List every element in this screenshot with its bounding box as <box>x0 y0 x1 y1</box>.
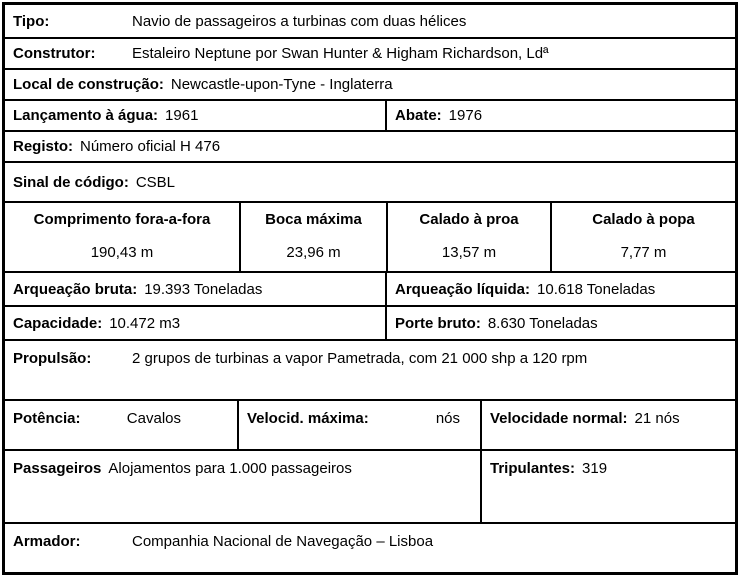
cell-calado-proa <box>386 203 550 271</box>
cell-calado-popa <box>550 203 735 271</box>
arqueacao-bruta-label: Arqueação bruta: <box>13 280 138 298</box>
cell-comprimento <box>5 203 239 271</box>
row-local-construcao <box>5 68 735 99</box>
boca-maxima-value: 23,96 m <box>286 244 341 261</box>
sinal-codigo-label: Sinal de código: <box>13 173 129 191</box>
calado-popa-value: 7,77 m <box>620 244 667 261</box>
row-construtor <box>5 37 735 68</box>
passageiros-value: Alojamentos para 1.000 passageiros <box>108 460 352 477</box>
velocidade-maxima-value: nós <box>435 410 460 427</box>
local-construcao-label: Local de construção: <box>13 76 164 93</box>
row-arqueacao <box>5 271 735 305</box>
arqueacao-bruta-value: 19.393 Toneladas <box>144 280 263 298</box>
row-capacidade-porte <box>5 305 735 339</box>
potencia-label: Potência: <box>13 410 81 427</box>
velocidade-normal-label: Velocidade normal: <box>490 410 628 427</box>
cell-lancamento <box>5 101 385 130</box>
calado-proa-value: 13,57 m <box>441 244 497 261</box>
cell-registo <box>5 132 735 161</box>
tripulantes-value: 319 <box>582 460 608 477</box>
cell-propulsao <box>5 341 735 399</box>
calado-proa-header: Calado à proa <box>419 211 519 228</box>
cell-sinal-codigo <box>5 163 735 201</box>
cell-abate <box>385 101 735 130</box>
ship-spec-table <box>2 2 738 575</box>
cell-tipo <box>5 5 735 37</box>
abate-value: 1976 <box>448 107 483 124</box>
cell-local-construcao <box>5 70 735 99</box>
row-tipo <box>5 5 735 37</box>
propulsao-value: 2 grupos de turbinas a vapor Pametrada, com 21 000 shp a 120 rpm <box>132 350 588 367</box>
row-velocidades <box>5 399 735 449</box>
cell-passageiros <box>5 451 480 522</box>
porte-bruto-label: Porte bruto: <box>395 314 481 332</box>
boca-maxima-header: Boca máxima <box>265 211 362 228</box>
cell-porte-bruto <box>385 307 735 339</box>
velocidade-maxima-label: Velocid. máxima: <box>247 410 369 427</box>
abate-label: Abate: <box>395 107 442 124</box>
velocidade-normal-value: 21 nós <box>634 410 680 427</box>
row-armador <box>5 522 735 572</box>
lancamento-label: Lançamento à água: <box>13 107 159 124</box>
cell-construtor <box>5 39 735 68</box>
row-lancamento-abate <box>5 99 735 130</box>
armador-label: Armador: <box>13 533 81 550</box>
row-passageiros-tripulantes <box>5 449 735 522</box>
tipo-value: Navio de passageiros a turbinas com duas hélices <box>132 12 467 30</box>
cell-velocidade-maxima <box>237 401 480 449</box>
arqueacao-liquida-label: Arqueação líquida: <box>395 280 531 298</box>
tripulantes-label: Tripulantes: <box>490 460 576 477</box>
cell-velocidade-normal <box>480 401 735 449</box>
lancamento-value: 1961 <box>165 107 199 124</box>
row-sinal-codigo <box>5 161 735 201</box>
row-propulsao <box>5 339 735 399</box>
calado-popa-header: Calado à popa <box>592 211 695 228</box>
cell-tripulantes <box>480 451 735 522</box>
cell-potencia <box>5 401 237 449</box>
cell-arqueacao-liquida <box>385 273 735 305</box>
construtor-value: Estaleiro Neptune por Swan Hunter & Higham Richardson, Ldª <box>132 45 549 62</box>
row-registo <box>5 130 735 161</box>
porte-bruto-value: 8.630 Toneladas <box>487 314 598 332</box>
cell-capacidade <box>5 307 385 339</box>
row-dimensoes <box>5 201 735 271</box>
construtor-label: Construtor: <box>13 45 96 62</box>
capacidade-label: Capacidade: <box>13 314 103 332</box>
potencia-value: Cavalos <box>126 410 181 427</box>
cell-arqueacao-bruta <box>5 273 385 305</box>
comprimento-value: 190,43 m <box>90 244 154 261</box>
comprimento-header: Comprimento fora-a-fora <box>33 211 211 228</box>
registo-label: Registo: <box>13 138 73 155</box>
passageiros-label: Passageiros <box>13 460 102 477</box>
local-construcao-value: Newcastle-upon-Tyne - Inglaterra <box>170 76 393 93</box>
propulsao-label: Propulsão: <box>13 350 92 367</box>
arqueacao-liquida-value: 10.618 Toneladas <box>537 280 656 298</box>
capacidade-value: 10.472 m3 <box>109 314 181 332</box>
registo-value: Número oficial H 476 <box>80 138 221 155</box>
tipo-label: Tipo: <box>13 12 50 30</box>
sinal-codigo-value: CSBL <box>135 173 176 191</box>
armador-value: Companhia Nacional de Navegação – Lisboa <box>132 533 434 550</box>
cell-boca-maxima <box>239 203 386 271</box>
cell-armador <box>5 524 735 572</box>
